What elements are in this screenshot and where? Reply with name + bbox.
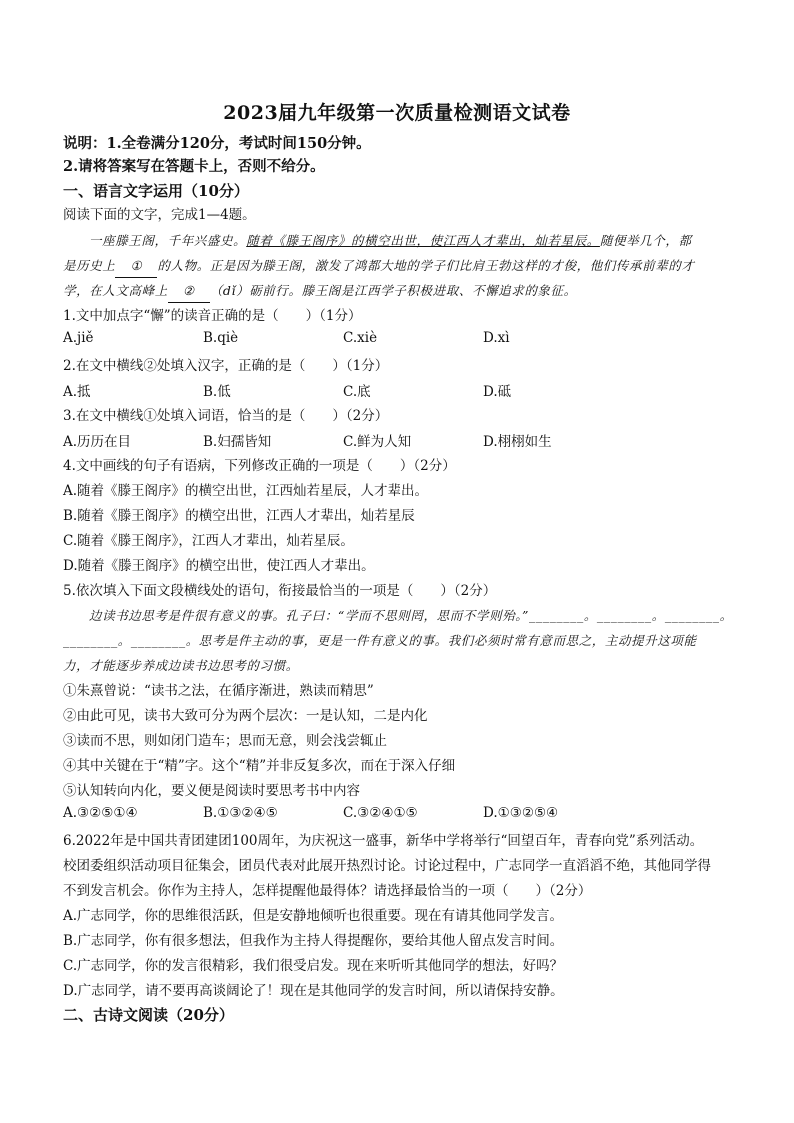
passage-line-1: 一座滕王阁，千年兴盛史。随着《滕王阁序》的横空出世，使江西人才辈出，灿若星辰。随便举几个，都 bbox=[89, 233, 692, 248]
option-c: C.③②④①⑤ bbox=[343, 805, 418, 821]
option-d: D.随着《滕王阁序》的横空出世，使江西人才辈出。 bbox=[63, 558, 375, 574]
blank-2: ② bbox=[168, 280, 210, 303]
option-a: A.随着《滕王阁序》的横空出世，江西灿若星辰，人才辈出。 bbox=[63, 483, 429, 499]
option-b: B.①③②④⑤ bbox=[203, 805, 278, 821]
question-4-stem: 4.文中画线的句子有语病，下列修改正确的一项是（ ）（2分） bbox=[63, 458, 456, 474]
section-2-heading: 二、古诗文阅读（20分） bbox=[63, 1006, 234, 1024]
question-5-options bbox=[63, 805, 743, 827]
q5-passage-line-1: 边读书边思考是件很有意义的事。孔子曰：“学而不思则罔，思而不学则殆。”________。________。________。 bbox=[89, 608, 733, 623]
option-a: A.历历在目 bbox=[63, 434, 132, 450]
q5-item-3: ③读而不思，则如闭门造车；思而无意，则会浅尝辄止 bbox=[63, 733, 387, 749]
option-c: C.底 bbox=[343, 384, 371, 400]
question-5-stem: 5.依次填入下面文段横线处的语句，衔接最恰当的一项是（ ）（2分） bbox=[63, 583, 497, 599]
option-d: D.砥 bbox=[483, 384, 512, 400]
option-d: D.广志同学，请不要再高谈阔论了！现在是其他同学的发言时间，所以请保持安静。 bbox=[63, 983, 564, 999]
underlined-sentence: 随着《滕王阁序》的横空出世，使江西人才辈出，灿若星辰。 bbox=[246, 233, 600, 248]
question-1-stem: 1.文中加点字“懈”的读音正确的是（ ）（1分） bbox=[63, 308, 362, 324]
section-1-intro: 阅读下面的文字，完成1—4题。 bbox=[63, 207, 256, 223]
question-3-stem: 3.在文中横线①处填入词语，恰当的是（ ）（2分） bbox=[63, 408, 389, 424]
section-1-heading: 一、语言文字运用（10分） bbox=[63, 182, 249, 200]
q5-item-4: ④其中关键在于“精”字。这个“精”并非反复多次，而在于深入仔细 bbox=[63, 758, 456, 774]
passage-line-3: 学，在人文高峰上 ② （dǐ）砺前行。滕王阁是江西学子积极进取、不懈追求的象征。 bbox=[63, 280, 743, 303]
option-c: C.广志同学，你的发言很精彩，我们很受启发。现在来听听其他同学的想法，好吗？ bbox=[63, 958, 564, 974]
q5-item-5: ⑤认知转向内化，要义便是阅读时要思考书中内容 bbox=[63, 783, 360, 799]
q5-item-2: ②由此可见，读书大致可分为两个层次：一是认知，二是内化 bbox=[63, 708, 428, 724]
exam-note-2: 2.请将答案写在答题卡上，否则不给分。 bbox=[63, 158, 325, 175]
option-b: B.广志同学，你有很多想法，但我作为主持人得提醒你，要给其他人留点发言时间。 bbox=[63, 933, 564, 949]
question-6-stem-line-1: 6.2022年是中国共青团建团100周年，为庆祝这一盛事，新华中学将举行“回望百年，青春向党”系列活动。 bbox=[63, 833, 704, 849]
option-d: D.栩栩如生 bbox=[483, 434, 552, 450]
q5-passage-line-3: 力，才能逐步养成边读书边思考的习惯。 bbox=[63, 658, 299, 673]
question-2-stem: 2.在文中横线②处填入汉字，正确的是（ ）（1分） bbox=[63, 358, 389, 374]
question-2-options bbox=[63, 380, 743, 402]
option-a: A.③②⑤①④ bbox=[63, 805, 138, 821]
option-b: B.妇孺皆知 bbox=[203, 434, 272, 450]
option-a: A.抵 bbox=[63, 384, 91, 400]
page-title: 2023届九年级第一次质量检测语文试卷 bbox=[223, 102, 571, 124]
blank-1: ① bbox=[115, 255, 157, 278]
option-b: B.qiè bbox=[203, 330, 239, 346]
option-d: D.①③②⑤④ bbox=[483, 805, 559, 821]
question-6-stem-line-2: 校团委组织活动项目征集会，团员代表对此展开热烈讨论。讨论过程中，广志同学一直滔滔不绝，其他同学得 bbox=[63, 858, 711, 874]
question-1-options bbox=[63, 330, 743, 352]
passage-line-2: 是历史上 ① 的人物。正是因为滕王阁，激发了鸿都大地的学子们比肩王勃这样的才俊，他们传承前辈的才 bbox=[63, 255, 743, 278]
option-b: B.随着《滕王阁序》的横空出世，江西人才辈出，灿若星辰 bbox=[63, 508, 415, 524]
option-c: C.随着《滕王阁序》，江西人才辈出，灿若星辰。 bbox=[63, 533, 354, 549]
option-d: D.xì bbox=[483, 330, 510, 346]
q5-item-1: ①朱熹曾说：“读书之法，在循序渐进，熟读而精思” bbox=[63, 683, 374, 699]
q5-passage-line-2: ________。________。思考是件主动的事，更是一件有意义的事。我们必须时常有意而思之，主动提升这项能 bbox=[63, 633, 697, 648]
question-3-options bbox=[63, 430, 743, 452]
option-c: C.xiè bbox=[343, 330, 378, 346]
option-b: B.低 bbox=[203, 384, 231, 400]
option-a: A.jiě bbox=[63, 330, 94, 346]
question-6-stem-line-3: 不到发言机会。你作为主持人，怎样提醒他最得体？请选择最恰当的一项（ ）（2分） bbox=[63, 883, 592, 899]
option-c: C.鲜为人知 bbox=[343, 434, 412, 450]
exam-note-1: 说明：1.全卷满分120分，考试时间150分钟。 bbox=[63, 135, 371, 152]
option-a: A.广志同学，你的思维很活跃，但是安静地倾听也很重要。现在有请其他同学发言。 bbox=[63, 908, 564, 924]
